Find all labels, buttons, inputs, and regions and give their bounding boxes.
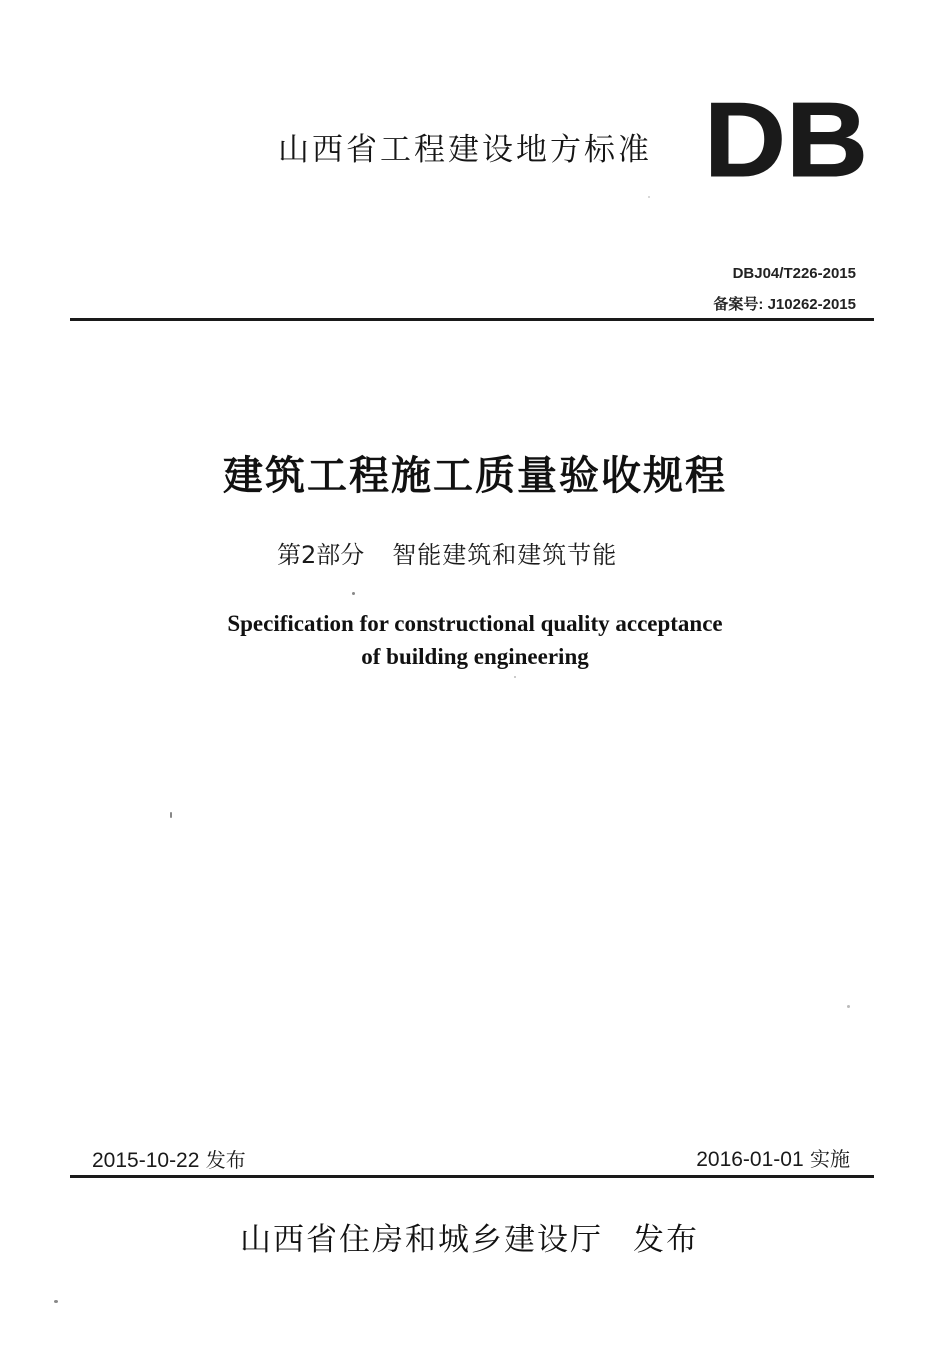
record-number-line: [713, 293, 856, 314]
publisher: [240, 1214, 699, 1259]
effective-date-block: [696, 1143, 850, 1172]
part-label: 第2部分: [277, 541, 365, 569]
scan-speck: [170, 812, 172, 818]
record-number: J10262-2015: [767, 296, 856, 313]
effective-date: 2016-01-01: [696, 1148, 804, 1171]
scan-speck: [847, 1005, 850, 1008]
subtitle: [277, 535, 617, 570]
top-divider: [70, 318, 874, 321]
db-logo: [704, 96, 868, 180]
issue-label: 发布: [205, 1148, 246, 1172]
publisher-action: 发布: [633, 1222, 699, 1258]
main-title: 建筑工程施工质量验收规程: [223, 453, 727, 499]
english-title-line-2: of building engineering: [361, 644, 589, 669]
record-label: 备案号:: [713, 296, 764, 313]
part-name: 智能建筑和建筑节能: [392, 541, 618, 569]
standard-category: 山西省工程建设地方标准: [278, 132, 652, 168]
db-logo-text: DB: [704, 96, 868, 180]
issue-date-block: [92, 1144, 246, 1173]
bottom-divider: [70, 1175, 874, 1178]
publisher-name: 山西省住房和城乡建设厅: [240, 1222, 603, 1258]
standard-number: DBJ04/T226-2015: [732, 265, 856, 282]
scan-speck: [514, 676, 516, 678]
scan-speck: [352, 592, 355, 595]
scan-speck: [648, 196, 650, 198]
scan-speck: [54, 1300, 58, 1303]
issue-date: 2015-10-22: [92, 1149, 200, 1172]
effective-label: 实施: [810, 1147, 850, 1171]
english-title-line-1: Specification for constructional quality acceptance: [227, 611, 723, 636]
